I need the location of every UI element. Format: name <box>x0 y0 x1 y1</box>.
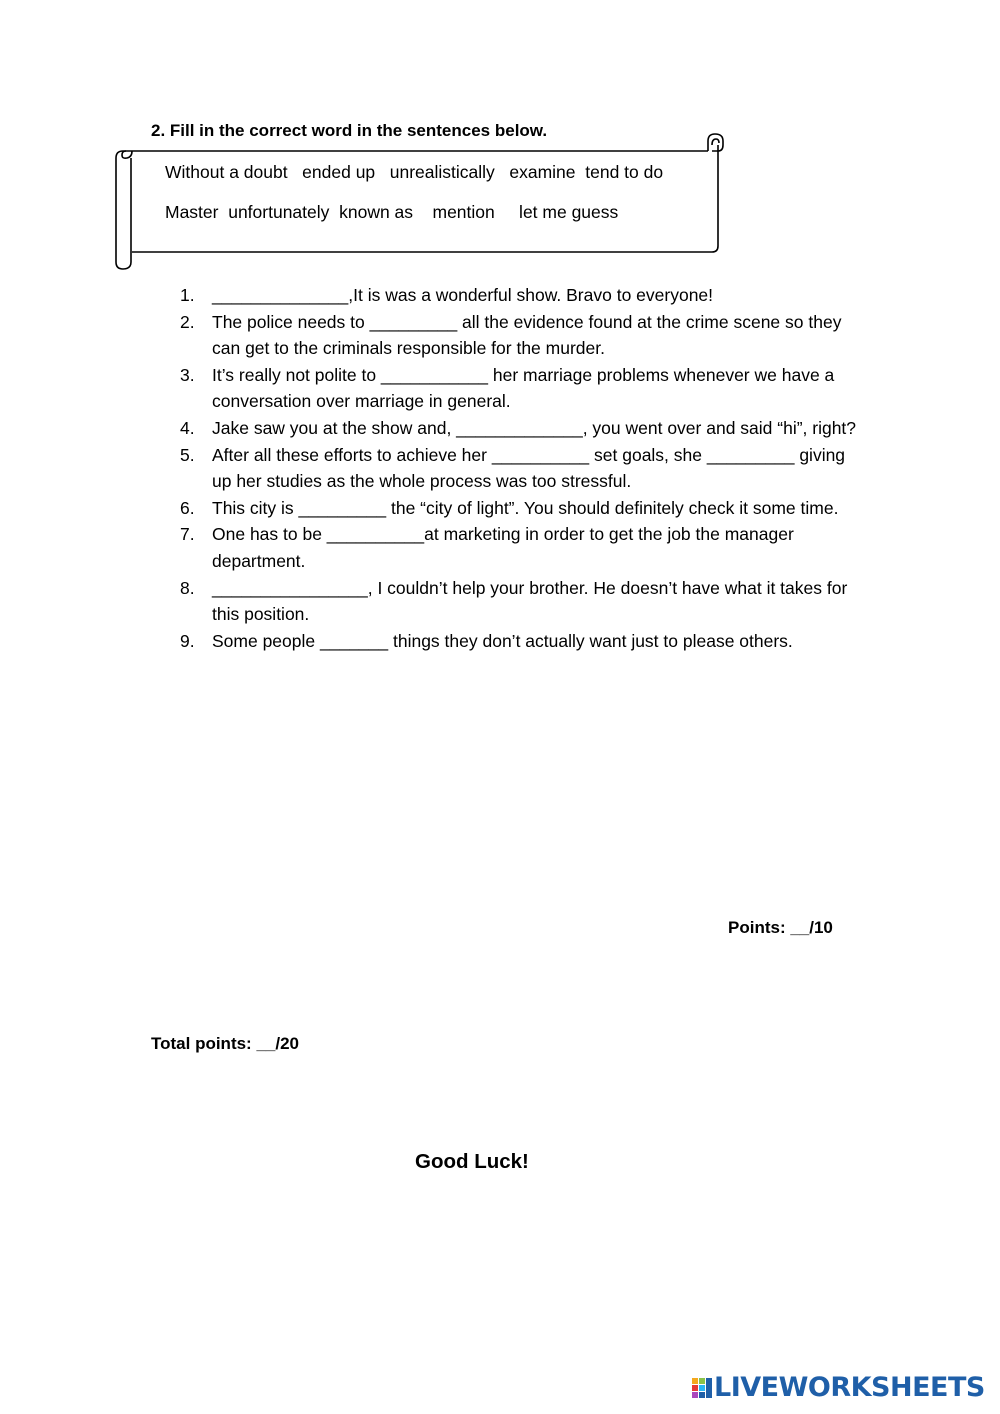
question-text: The police needs to _________ all the evidence found at the crime scene so they can get to the criminals responsible for the murder. <box>212 311 842 359</box>
question-item <box>180 495 860 522</box>
question-text: Jake saw you at the show and, _____________, you went over and said “hi”, right? <box>212 417 857 438</box>
question-item <box>180 362 860 415</box>
section-points: Points: __/10 <box>728 918 833 937</box>
word-bank-row: Without a doubt ended up unrealistically examine tend to do <box>165 162 664 182</box>
question-item <box>180 575 860 628</box>
liveworksheets-logo[interactable] <box>692 1372 985 1403</box>
liveworksheets-logo-text: LIVEWORKSHEETS <box>714 1372 985 1403</box>
section-heading: 2. Fill in the correct word in the sentences below. <box>151 121 548 140</box>
question-text: ________________, I couldn’t help your brother. He doesn’t have what it takes for this position. <box>212 577 848 625</box>
question-number: 8. <box>180 577 195 598</box>
question-number: 4. <box>180 417 195 438</box>
total-points: Total points: __/20 <box>151 1034 299 1053</box>
question-number: 6. <box>180 497 195 518</box>
question-item <box>180 282 860 309</box>
question-number: 5. <box>180 444 195 465</box>
question-number: 9. <box>180 630 195 651</box>
question-item <box>180 628 860 655</box>
question-text: ______________,It is was a wonderful show. Bravo to everyone! <box>212 285 714 305</box>
question-number: 1. <box>180 285 195 305</box>
liveworksheets-logo-icon <box>692 1376 714 1400</box>
question-text: Some people _______ things they don’t actually want just to please others. <box>212 630 793 651</box>
question-item <box>180 309 860 362</box>
question-text: After all these efforts to achieve her __________ set goals, she _________ giving up her studies as the whole process was too stressful. <box>212 444 846 492</box>
word-bank-row: Master unfortunately known as mention let me guess <box>165 202 619 222</box>
question-item <box>180 415 860 442</box>
question-number: 7. <box>180 524 195 545</box>
question-number: 3. <box>180 364 195 385</box>
question-list <box>180 282 860 654</box>
question-item <box>180 442 860 495</box>
question-text: One has to be __________at marketing in order to get the job the manager department. <box>212 524 794 571</box>
question-text: This city is _________ the “city of light”. You should definitely check it some time. <box>212 497 839 518</box>
question-text: It’s really not polite to ___________ her marriage problems whenever we have a conversation over marriage in general. <box>212 364 835 412</box>
closing-message: Good Luck! <box>415 1150 529 1173</box>
question-item <box>180 521 860 574</box>
question-number: 2. <box>180 311 195 332</box>
